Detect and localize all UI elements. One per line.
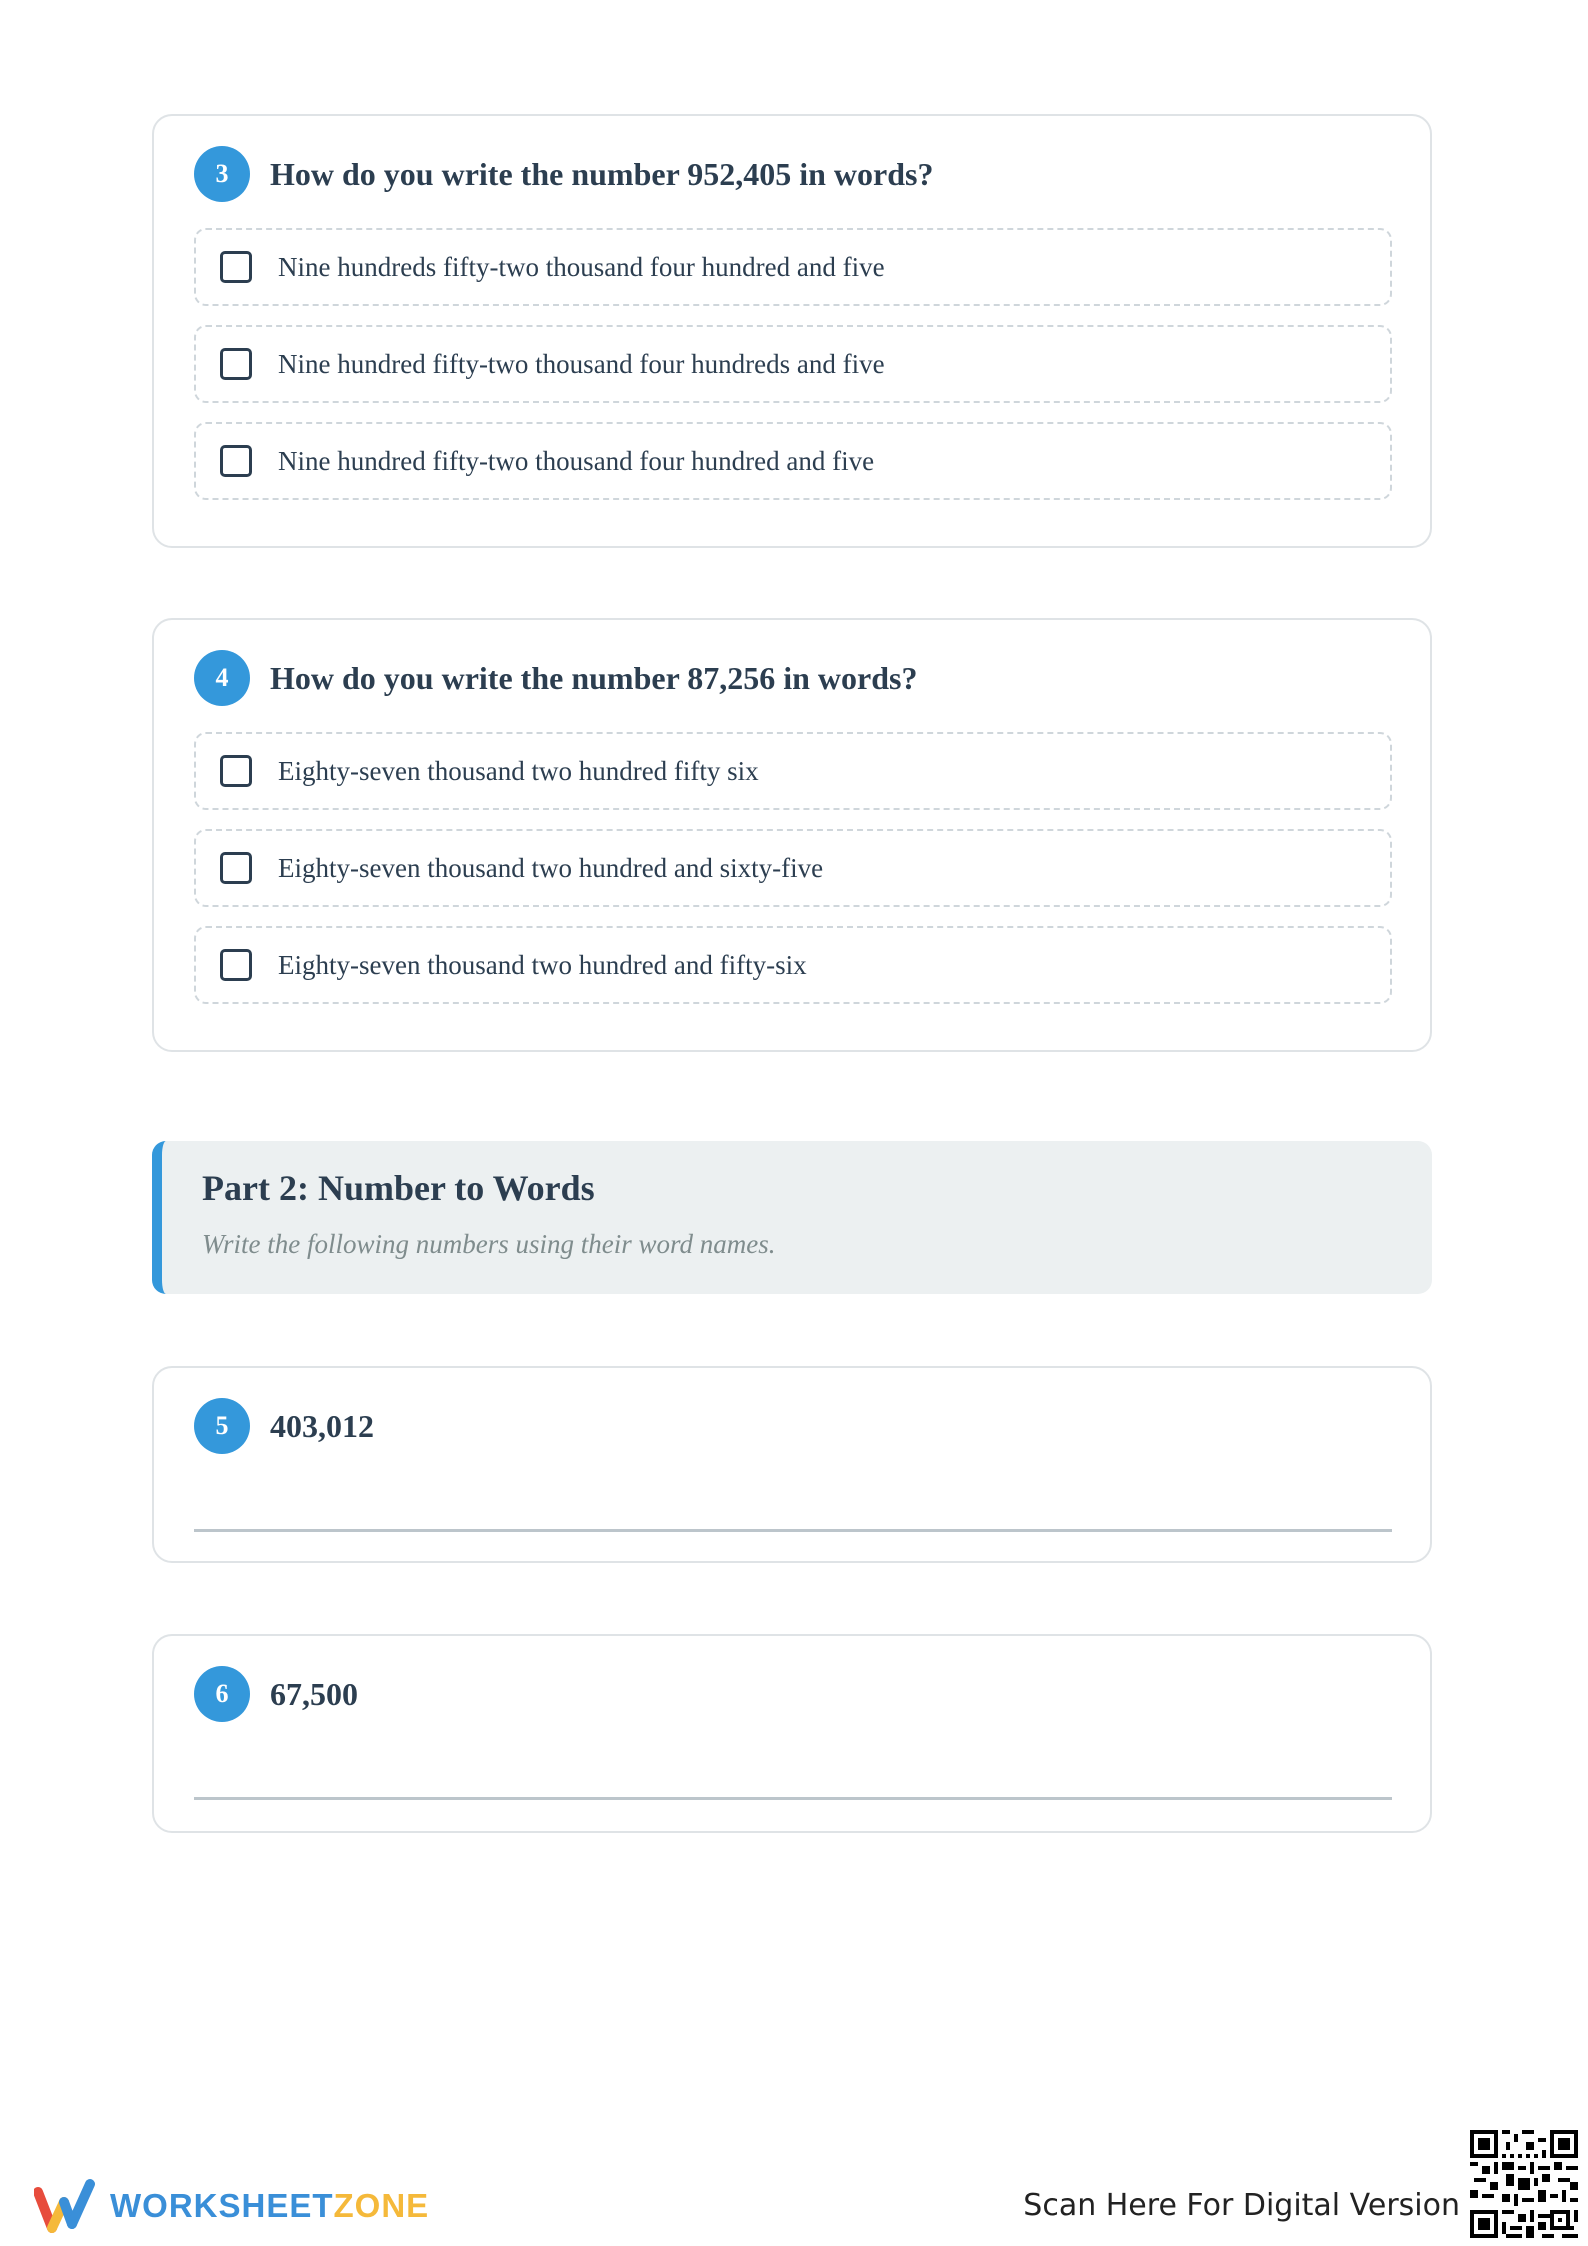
question-text: 67,500 bbox=[270, 1675, 358, 1712]
answer-option[interactable] bbox=[194, 422, 1392, 500]
checkbox[interactable] bbox=[220, 755, 252, 787]
option-label: Nine hundreds fifty-two thousand four hundred and five bbox=[278, 251, 885, 282]
option-label: Eighty-seven thousand two hundred and fifty-six bbox=[278, 949, 807, 980]
qr-code-icon[interactable] bbox=[1470, 2130, 1578, 2238]
option-label: Eighty-seven thousand two hundred and sixty-five bbox=[278, 852, 824, 883]
question-card-3 bbox=[152, 114, 1432, 548]
question-card-4 bbox=[152, 618, 1432, 1052]
question-text: How do you write the number 952,405 in words? bbox=[270, 155, 934, 192]
option-label: Eighty-seven thousand two hundred fifty six bbox=[278, 755, 759, 786]
checkbox[interactable] bbox=[220, 348, 252, 380]
checkbox[interactable] bbox=[220, 445, 252, 477]
brand-name bbox=[110, 2187, 429, 2225]
question-number-badge: 4 bbox=[194, 650, 250, 706]
question-header bbox=[194, 146, 933, 202]
answer-option[interactable] bbox=[194, 325, 1392, 403]
answer-line[interactable] bbox=[194, 1797, 1392, 1800]
checkbox[interactable] bbox=[220, 852, 252, 884]
question-number-badge: 6 bbox=[194, 1666, 250, 1722]
question-card-6 bbox=[152, 1634, 1432, 1833]
answer-option[interactable] bbox=[194, 829, 1392, 907]
scan-instruction: Scan Here For Digital Version bbox=[1023, 2188, 1460, 2223]
option-label: Nine hundred fifty-two thousand four hundreds and five bbox=[278, 348, 885, 379]
question-number-badge: 5 bbox=[194, 1398, 250, 1454]
question-text: How do you write the number 87,256 in words? bbox=[270, 659, 918, 696]
question-header bbox=[194, 650, 917, 706]
question-header bbox=[194, 1398, 374, 1454]
option-label: Nine hundred fifty-two thousand four hundred and five bbox=[278, 445, 875, 476]
answer-option[interactable] bbox=[194, 228, 1392, 306]
question-number-badge: 3 bbox=[194, 146, 250, 202]
question-card-5 bbox=[152, 1366, 1432, 1563]
question-header bbox=[194, 1666, 358, 1722]
question-text: 403,012 bbox=[270, 1407, 374, 1444]
checkbox[interactable] bbox=[220, 949, 252, 981]
answer-option[interactable] bbox=[194, 926, 1392, 1004]
section-title: Part 2: Number to Words bbox=[202, 1168, 595, 1208]
answer-line[interactable] bbox=[194, 1529, 1392, 1532]
section-header bbox=[152, 1141, 1432, 1294]
answer-option[interactable] bbox=[194, 732, 1392, 810]
brand-name-part1: WORKSHEET bbox=[110, 2187, 334, 2224]
brand-name-part2: ZONE bbox=[333, 2187, 430, 2224]
brand-logo bbox=[34, 2178, 429, 2234]
worksheetzone-logo-icon bbox=[34, 2178, 96, 2234]
section-instructions: Write the following numbers using their word names. bbox=[202, 1229, 776, 1259]
checkbox[interactable] bbox=[220, 251, 252, 283]
